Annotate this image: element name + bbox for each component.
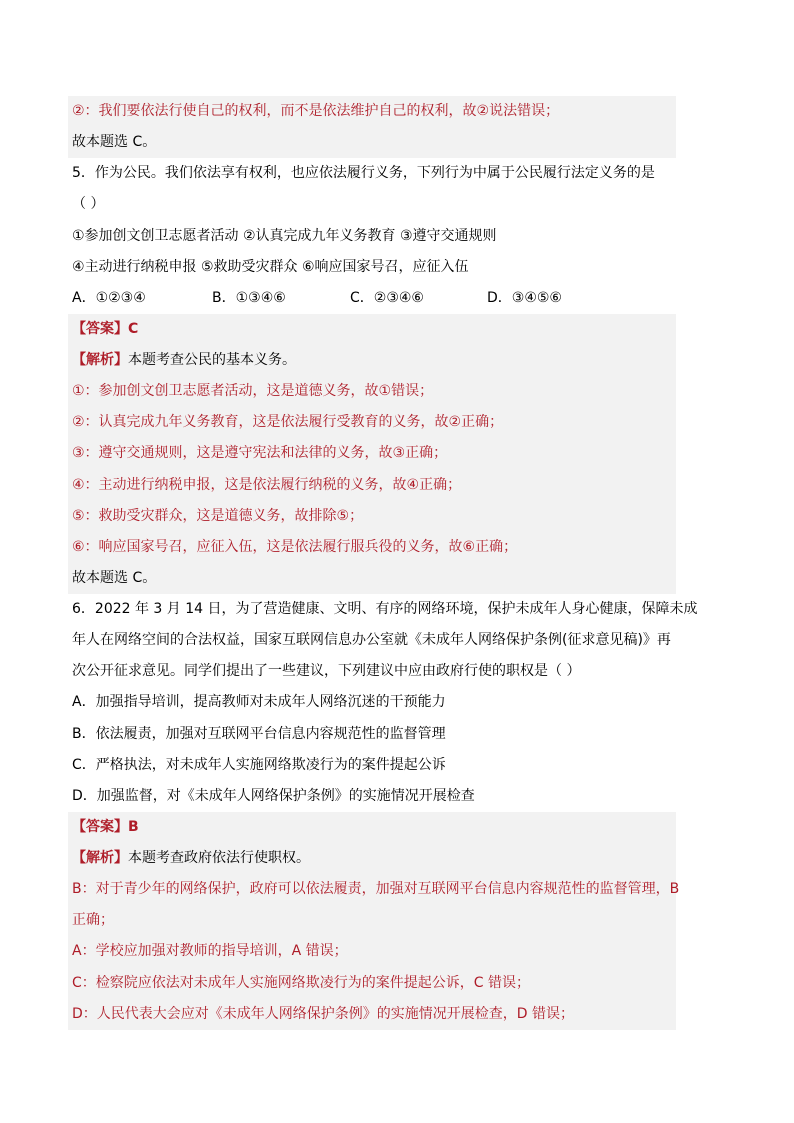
q5-analysis-line-5: ⑤：救助受灾群众，这是道德义务，故排除⑤； <box>72 507 364 524</box>
q6-stem-line-1: 6．2022 年 3 月 14 日，为了营造健康、文明、有序的网络环境，保护未成年人身心健康，保障未成 <box>72 601 698 617</box>
q5-analysis-intro-text: 本题考查公民的基本义务。 <box>128 352 296 368</box>
q5-option-b: B．①③④⑥ <box>212 289 286 306</box>
q6-analysis-line-3: A：学校应加强对教师的指导培训，A 错误； <box>72 943 348 960</box>
q6-option-a: A．加强指导培训，提高教师对未成年人网络沉迷的干预能力 <box>72 694 446 711</box>
q6-option-c: C．严格执法，对未成年人实施网络欺凌行为的案件提起公诉 <box>72 756 446 773</box>
prev-conclusion: 故本题选 C。 <box>72 134 157 151</box>
q5-analysis-line-4: ④：主动进行纳税申报，这是依法履行纳税的义务，故④正确； <box>72 476 462 493</box>
prev-question-analysis-panel <box>68 96 676 158</box>
q5-stem: 5．作为公民。我们依法享有权利，也应依法履行义务，下列行为中属于公民履行法定义务的是 <box>72 165 655 182</box>
prev-explanation-line: ②：我们要依法行使自己的权利，而不是依法维护自己的权利，故②说法错误； <box>72 103 560 119</box>
q5-answer: 【答案】C <box>72 320 139 337</box>
q6-analysis-label: 【解析】 <box>72 850 128 866</box>
q6-analysis-panel <box>68 812 680 1030</box>
q5-conclusion: 故本题选 C。 <box>72 569 157 586</box>
q6-analysis-intro-text: 本题考查政府依法行使职权。 <box>128 850 310 866</box>
q5-analysis-label: 【解析】 <box>72 352 128 368</box>
document-page <box>68 96 698 1030</box>
q5-analysis-intro <box>68 345 676 376</box>
q5-option-a: A．①②③④ <box>72 289 146 306</box>
q5-option-d: D．③④⑤⑥ <box>487 289 562 306</box>
q5-analysis-panel <box>68 314 676 594</box>
q5-options <box>68 283 676 314</box>
q6-stem-line-2: 年人在网络空间的合法权益，国家互联网信息办公室就《未成年人网络保护条例(征求意见稿)》再 <box>72 632 671 649</box>
q6-analysis-intro <box>68 843 676 874</box>
q6-option-b: B．依法履责，加强对互联网平台信息内容规范性的监督管理 <box>72 725 446 742</box>
q6-analysis-line-1: B：对于青少年的网络保护，政府可以依法履责，加强对互联网平台信息内容规范性的监督管理，B <box>72 881 680 898</box>
q5-option-c: C．②③④⑥ <box>350 289 424 306</box>
q6-answer: 【答案】B <box>72 818 139 835</box>
question-6 <box>68 594 698 812</box>
q5-statements-line-1: ①参加创文创卫志愿者活动 ②认真完成九年义务教育 ③遵守交通规则 <box>72 227 497 244</box>
q5-statements-line-2: ④主动进行纳税申报 ⑤救助受灾群众 ⑥响应国家号召，应征入伍 <box>72 258 469 275</box>
q5-answer-blank: （ ） <box>72 196 105 213</box>
q6-stem-line-3: 次公开征求意见。同学们提出了一些建议，下列建议中应由政府行使的职权是（ ） <box>72 663 581 680</box>
q6-option-d: D．加强监督，对《未成年人网络保护条例》的实施情况开展检查 <box>72 787 475 804</box>
question-5 <box>68 158 676 314</box>
q5-analysis-line-2: ②：认真完成九年义务教育，这是依法履行受教育的义务，故②正确； <box>72 414 504 431</box>
q5-analysis-line-3: ③：遵守交通规则，这是遵守宪法和法律的义务，故③正确； <box>72 445 448 462</box>
q5-analysis-line-6: ⑥：响应国家号召，应征入伍，这是依法履行服兵役的义务，故⑥正确； <box>72 538 518 555</box>
q5-analysis-line-1: ①：参加创文创卫志愿者活动，这是道德义务，故①错误； <box>72 383 434 400</box>
q6-analysis-line-4: C：检察院应依法对未成年人实施网络欺凌行为的案件提起公诉，C 错误； <box>72 974 530 991</box>
q6-analysis-line-2: 正确； <box>72 912 114 929</box>
q6-analysis-line-5: D：人民代表大会应对《未成年人网络保护条例》的实施情况开展检查，D 错误； <box>72 1005 575 1022</box>
